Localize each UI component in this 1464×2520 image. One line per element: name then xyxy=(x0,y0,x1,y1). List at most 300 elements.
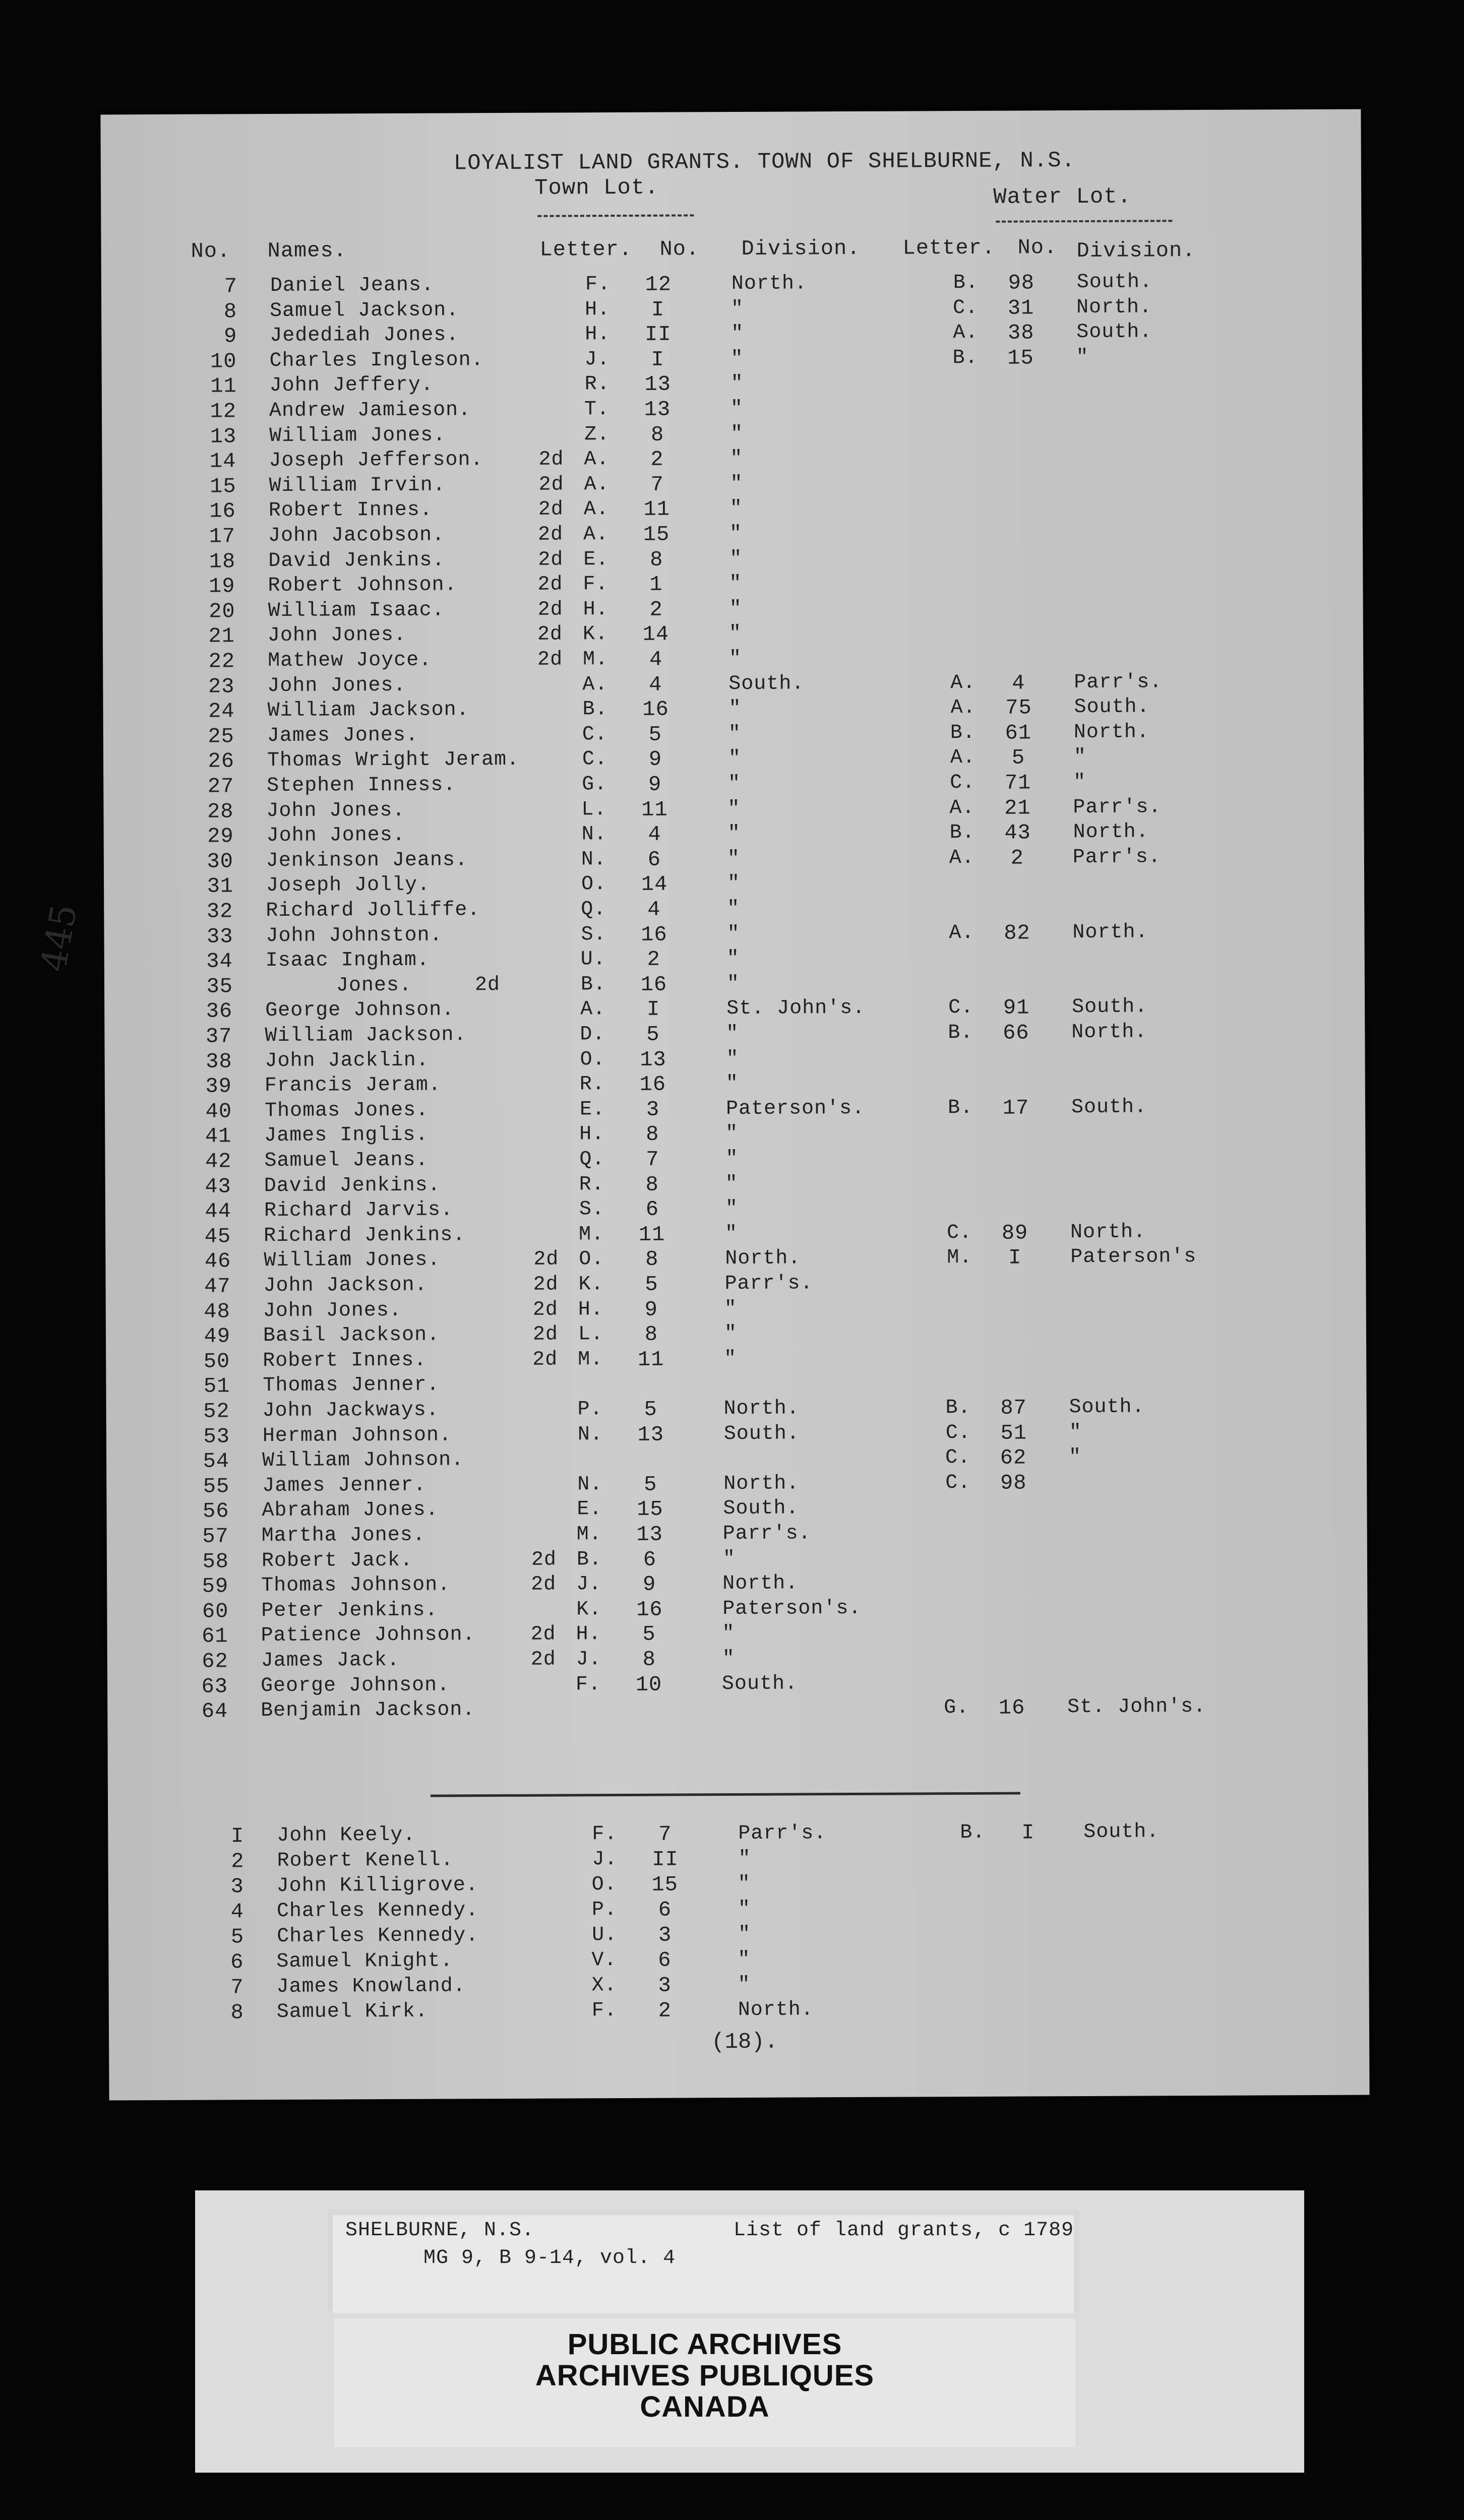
row-number: 58 xyxy=(202,1549,229,1574)
grantee-name: Stephen Inness. xyxy=(267,774,456,798)
column-header-division: Division. xyxy=(741,236,861,261)
row-number: 60 xyxy=(202,1599,229,1624)
water-lot-letter: A. xyxy=(950,697,976,720)
row-number: 39 xyxy=(205,1074,232,1099)
water-lot-letter: A. xyxy=(949,796,975,820)
water-lot-number: 82 xyxy=(1004,921,1030,946)
town-lot-division: " xyxy=(729,547,743,571)
town-lot-division: " xyxy=(728,698,742,721)
second-grant-tag: 2d xyxy=(537,648,563,671)
town-lot-division: " xyxy=(729,647,742,671)
town-lot-letter: H. xyxy=(585,298,611,321)
water-lot-division: South. xyxy=(1069,1396,1145,1419)
town-lot-division: " xyxy=(731,297,744,321)
row-number: 52 xyxy=(203,1399,230,1424)
town-lot-number: 2 xyxy=(647,947,660,972)
row-number: 62 xyxy=(202,1649,228,1674)
archive-name-fr: ARCHIVES PUBLIQUES xyxy=(535,2359,875,2392)
town-lot-division: " xyxy=(725,1172,738,1195)
row-number: 40 xyxy=(205,1099,232,1124)
town-lot-number: 5 xyxy=(646,1022,660,1047)
column-header-letter: Letter. xyxy=(539,237,633,262)
town-lot-letter: H. xyxy=(583,598,608,621)
second-grant-tag: 2d xyxy=(530,1623,556,1647)
town-lot-division: " xyxy=(738,1948,751,1971)
water-lot-letter: C. xyxy=(947,1221,972,1244)
water-lot-number: 21 xyxy=(1004,796,1031,821)
column-header-water-number: No. xyxy=(1017,235,1058,260)
town-lot-letter: J. xyxy=(584,348,610,371)
grantee-name: James Inglis. xyxy=(264,1124,429,1148)
town-lot-division: " xyxy=(726,948,740,971)
water-lot-letter: C. xyxy=(953,296,979,320)
grantee-name: Robert Innes. xyxy=(268,498,433,523)
grantee-name: John Killigrove. xyxy=(276,1874,478,1898)
grantee-name: James Knowland. xyxy=(276,1975,466,1998)
town-lot-letter: R. xyxy=(579,1073,605,1096)
document-title: LOYALIST LAND GRANTS. TOWN OF SHELBURNE, N.S. xyxy=(453,148,1076,176)
town-lot-division: " xyxy=(738,1898,751,1921)
second-grant-tag: 2d xyxy=(530,1648,556,1671)
town-lot-division: Paterson's. xyxy=(722,1597,862,1620)
grantee-name: John Jones. xyxy=(267,624,407,648)
row-number: 14 xyxy=(209,449,236,474)
town-lot-letter: A. xyxy=(583,498,609,521)
second-grant-tag: 2d xyxy=(532,1298,558,1321)
grantee-name: George Johnson. xyxy=(265,998,455,1023)
town-lot-division: St. John's. xyxy=(726,997,866,1021)
town-lot-number: 14 xyxy=(642,622,669,647)
row-number: 57 xyxy=(202,1524,229,1549)
grantee-name: William Jones. xyxy=(264,1248,441,1273)
grantee-name: John Keely. xyxy=(277,1823,416,1847)
water-lot-letter: A. xyxy=(953,322,979,345)
town-lot-letter: J. xyxy=(592,1848,618,1871)
water-lot-division: South. xyxy=(1074,696,1150,719)
water-lot-number: 4 xyxy=(1012,671,1025,696)
town-lot-number: 13 xyxy=(637,1422,664,1447)
water-lot-letter: B. xyxy=(949,822,975,845)
row-number: 6 xyxy=(230,1950,244,1975)
town-lot-letter: F. xyxy=(575,1673,601,1696)
town-lot-letter: A. xyxy=(584,473,609,496)
town-lot-division: " xyxy=(738,1973,751,1996)
water-lot-number: 62 xyxy=(1000,1445,1027,1470)
town-lot-letter: U. xyxy=(592,1924,618,1947)
row-number: 30 xyxy=(207,849,233,874)
section-divider xyxy=(431,1792,1020,1797)
grantee-name: Samuel Knight. xyxy=(276,1949,453,1973)
row-number: 25 xyxy=(208,724,234,749)
grantee-name: Martha Jones. xyxy=(261,1524,425,1548)
grantee-name: Richard Jolliffe. xyxy=(266,899,480,923)
grantee-name: John Jones. xyxy=(267,674,406,698)
row-number: 63 xyxy=(201,1674,228,1699)
town-lot-number: I xyxy=(646,997,660,1022)
town-lot-number: 8 xyxy=(650,422,664,447)
town-lot-number: 8 xyxy=(646,1122,659,1147)
second-grant-tag: 2d xyxy=(538,448,564,471)
label-reference: MG 9, B 9-14, vol. 4 xyxy=(423,2247,676,2270)
town-lot-letter: K. xyxy=(582,623,608,646)
grantee-name: Daniel Jeans. xyxy=(270,274,435,298)
town-lot-number: 2 xyxy=(650,447,664,472)
water-lot-number: 89 xyxy=(1001,1221,1028,1245)
row-number: 37 xyxy=(205,1024,232,1049)
town-lot-division: " xyxy=(725,1222,738,1245)
town-lot-number: 6 xyxy=(643,1547,657,1572)
row-number: 46 xyxy=(204,1249,231,1274)
town-lot-letter: P. xyxy=(591,1899,618,1922)
town-lot-letter: E. xyxy=(577,1498,602,1521)
town-lot-letter: H. xyxy=(579,1123,605,1146)
grantee-name: Andrew Jamieson. xyxy=(269,399,471,423)
row-number: 12 xyxy=(210,399,237,424)
town-lot-number: 15 xyxy=(637,1497,663,1522)
town-lot-letter: R. xyxy=(584,373,610,396)
second-grant-tag: 2d xyxy=(533,1273,559,1296)
town-lot-number: 5 xyxy=(642,1622,656,1647)
town-lot-division: " xyxy=(727,823,741,846)
town-lot-letter: N. xyxy=(577,1423,603,1446)
water-lot-division: " xyxy=(1073,746,1087,769)
town-lot-number: 11 xyxy=(638,1222,665,1247)
row-number: 16 xyxy=(209,499,236,524)
row-number: 33 xyxy=(207,924,233,949)
row-number: 48 xyxy=(204,1299,230,1324)
town-lot-number: 15 xyxy=(643,522,670,547)
water-lot-division: Parr's. xyxy=(1072,846,1161,869)
water-lot-division: " xyxy=(1076,346,1089,369)
town-lot-number: 4 xyxy=(649,647,663,672)
grantee-name: David Jenkins. xyxy=(264,1174,441,1198)
water-lot-number: 98 xyxy=(1008,271,1035,295)
water-lot-letter: B. xyxy=(952,346,978,369)
grantee-name: Basil Jackson. xyxy=(263,1324,440,1348)
town-lot-division: " xyxy=(730,347,744,370)
town-lot-division: Paterson's. xyxy=(725,1097,865,1120)
grantee-name: John Jeffery. xyxy=(269,373,434,398)
grantee-name: Samuel Kirk. xyxy=(276,2000,428,2024)
town-lot-number: 5 xyxy=(644,1472,657,1497)
second-grant-tag: 2d xyxy=(474,973,501,997)
town-lot-division: North. xyxy=(725,1247,801,1271)
water-lot-letter: B. xyxy=(948,1021,973,1045)
town-lot-division: " xyxy=(729,497,743,521)
town-lot-letter: F. xyxy=(583,573,608,596)
town-lot-number: 9 xyxy=(648,772,662,797)
town-lot-letter: J. xyxy=(576,1648,601,1671)
town-lot-division: " xyxy=(724,1347,737,1370)
row-number: 43 xyxy=(205,1174,231,1199)
grantee-name: David Jenkins. xyxy=(268,549,445,573)
town-lot-number: 16 xyxy=(641,922,667,947)
label-description: List of land grants, c 1789 xyxy=(734,2219,1074,2242)
water-lot-number: 15 xyxy=(1007,346,1034,370)
town-lot-letter: H. xyxy=(576,1623,601,1646)
town-lot-number: 6 xyxy=(647,847,661,872)
town-lot-letter: A. xyxy=(580,998,606,1021)
row-number: 54 xyxy=(203,1449,230,1474)
grantee-name: Robert Kenell. xyxy=(277,1849,454,1872)
grantee-name: Jones. xyxy=(336,974,412,997)
town-lot-number: 3 xyxy=(646,1097,660,1122)
water-lot-division: North. xyxy=(1076,295,1152,319)
town-lot-number: 13 xyxy=(640,1047,666,1072)
water-lot-division: Paterson's xyxy=(1070,1245,1197,1269)
grantee-name: Joseph Jolly. xyxy=(266,874,431,898)
row-number: 4 xyxy=(230,1900,245,1924)
grantee-name: John Johnston. xyxy=(266,924,443,948)
town-lot-letter: H. xyxy=(585,323,611,346)
row-number: 7 xyxy=(230,1975,244,2000)
row-number: 56 xyxy=(202,1499,229,1524)
grantee-name: William Irvin. xyxy=(269,474,446,497)
water-lot-letter: C. xyxy=(950,771,975,795)
row-number: 49 xyxy=(204,1324,231,1349)
town-lot-number: 3 xyxy=(658,1973,672,1998)
town-lot-letter: H. xyxy=(578,1298,603,1321)
water-lot-letter: C. xyxy=(945,1421,971,1444)
town-lot-letter: V. xyxy=(591,1949,617,1972)
row-number: 47 xyxy=(204,1274,231,1299)
water-lot-number: 31 xyxy=(1007,295,1034,321)
town-lot-letter: Q. xyxy=(579,1148,605,1171)
water-lot-letter: C. xyxy=(945,1446,971,1470)
town-lot-number: 14 xyxy=(641,872,668,897)
town-lot-letter: B. xyxy=(576,1548,602,1571)
town-lot-letter: F. xyxy=(592,1823,618,1846)
town-lot-number: I xyxy=(651,297,665,322)
row-number: 55 xyxy=(203,1474,230,1499)
grantee-name: Robert Jack. xyxy=(261,1549,413,1572)
row-number: 18 xyxy=(209,549,236,574)
water-lot-number: I xyxy=(1021,1820,1035,1845)
second-grant-tag: 2d xyxy=(531,1548,557,1571)
town-lot-letter: N. xyxy=(577,1473,603,1496)
town-lot-number: 7 xyxy=(658,1822,672,1847)
water-lot-division: " xyxy=(1068,1446,1082,1469)
town-lot-number: I xyxy=(651,347,664,372)
grantee-name: Benjamin Jackson. xyxy=(261,1698,475,1723)
grantee-name: Thomas Jones. xyxy=(264,1099,429,1122)
town-lot-division: " xyxy=(729,573,742,596)
water-lot-number: 5 xyxy=(1011,745,1025,770)
row-number: 7 xyxy=(224,274,238,299)
grantee-name: Samuel Jackson. xyxy=(270,298,459,323)
row-number: 32 xyxy=(206,899,233,924)
town-lot-division: " xyxy=(726,1022,739,1046)
second-grant-tag: 2d xyxy=(531,1573,557,1596)
page-number: (18). xyxy=(711,2029,778,2055)
row-number: 20 xyxy=(209,599,235,624)
row-number: 19 xyxy=(208,574,235,599)
town-lot-division: Parr's. xyxy=(724,1272,813,1296)
second-grant-tag: 2d xyxy=(533,1248,559,1272)
water-lot-division: North. xyxy=(1070,1221,1146,1244)
town-lot-division: North. xyxy=(723,1397,800,1421)
grantee-name: Peter Jenkins. xyxy=(261,1599,438,1622)
grantee-name: William Jackson. xyxy=(267,699,469,723)
row-number: 59 xyxy=(202,1574,229,1599)
column-header-number: No. xyxy=(659,237,700,262)
grantee-name: Robert Innes. xyxy=(263,1349,427,1372)
second-grant-tag: 2d xyxy=(537,573,563,596)
town-lot-letter: M. xyxy=(579,1223,604,1246)
water-lot-letter: A. xyxy=(949,846,974,869)
town-lot-letter: M. xyxy=(576,1523,602,1546)
town-lot-letter: T. xyxy=(584,398,610,421)
town-lot-number: 11 xyxy=(637,1347,664,1372)
town-lot-letter: G. xyxy=(582,773,607,796)
town-lot-division: " xyxy=(726,1047,739,1070)
water-lot-number: 17 xyxy=(1002,1096,1029,1120)
water-lot-number: 98 xyxy=(1000,1471,1027,1495)
row-number: 31 xyxy=(207,874,234,899)
town-lot-letter: C. xyxy=(582,723,607,746)
town-lot-letter: L. xyxy=(581,798,607,821)
town-lot-letter: F. xyxy=(591,1999,617,2023)
town-lot-division: " xyxy=(738,1847,751,1870)
second-grant-tag: 2d xyxy=(532,1348,558,1371)
town-lot-division: South. xyxy=(723,1422,800,1445)
town-lot-number: 6 xyxy=(658,1898,672,1922)
town-lot-division: " xyxy=(738,1872,751,1896)
table-row xyxy=(107,1694,1368,1725)
town-lot-letter: S. xyxy=(581,923,606,946)
table-row xyxy=(109,1996,1369,2027)
town-lot-division: " xyxy=(731,323,744,346)
town-lot-division: " xyxy=(730,472,743,495)
town-lot-letter: O. xyxy=(591,1873,617,1897)
town-lot-number: 13 xyxy=(636,1522,663,1547)
water-lot-division: " xyxy=(1069,1421,1082,1444)
town-lot-division: " xyxy=(727,922,740,946)
water-lot-number: 75 xyxy=(1005,696,1032,720)
grantee-name: William Johnson. xyxy=(262,1448,464,1473)
town-lot-number: II xyxy=(652,1847,679,1872)
town-lot-number: 10 xyxy=(635,1672,662,1697)
town-lot-division: Parr's. xyxy=(738,1822,827,1845)
town-lot-number: 16 xyxy=(639,1072,666,1097)
row-number: 8 xyxy=(223,299,237,324)
grantee-name: Richard Jenkins. xyxy=(264,1224,466,1247)
town-lot-number: 5 xyxy=(645,1272,658,1297)
water-lot-letter: B. xyxy=(950,721,975,744)
water-lot-underline xyxy=(996,220,1172,223)
town-lot-number: 1 xyxy=(649,572,663,597)
town-lot-number: 5 xyxy=(644,1397,657,1422)
grantee-name: James Jones. xyxy=(267,724,418,747)
town-lot-number: 6 xyxy=(658,1948,672,1973)
town-lot-division: " xyxy=(728,747,742,771)
water-lot-division: Parr's. xyxy=(1074,670,1163,694)
row-number: 35 xyxy=(206,974,233,999)
town-lot-number: 4 xyxy=(648,822,661,847)
town-lot-number: 9 xyxy=(644,1297,658,1322)
town-lot-letter: A. xyxy=(582,673,608,696)
row-number: 38 xyxy=(206,1049,232,1074)
archive-name-en: PUBLIC ARCHIVES xyxy=(567,2328,842,2361)
row-number: 53 xyxy=(203,1424,230,1449)
town-lot-number: 11 xyxy=(641,797,668,822)
second-grant-tag: 2d xyxy=(538,473,564,496)
town-lot-letter: F. xyxy=(585,273,611,296)
grantee-name: John Jones. xyxy=(263,1299,402,1322)
row-number: 27 xyxy=(207,774,234,799)
grantee-name: John Jones. xyxy=(266,799,405,823)
town-lot-letter: O. xyxy=(581,873,607,896)
water-lot-division: South. xyxy=(1072,995,1148,1019)
water-lot-division: North. xyxy=(1073,721,1149,744)
water-lot-letter: M. xyxy=(947,1246,972,1270)
water-lot-division: South. xyxy=(1076,271,1153,294)
town-lot-number: 7 xyxy=(646,1147,659,1172)
water-lot-heading: Water Lot. xyxy=(993,184,1132,210)
row-number: 2 xyxy=(231,1849,245,1874)
grantee-name: John Jacobson. xyxy=(268,524,445,548)
row-number: 23 xyxy=(208,674,235,699)
label-place: SHELBURNE, N.S. xyxy=(345,2219,535,2242)
town-lot-division: " xyxy=(725,1073,739,1096)
grantee-name: John Jones. xyxy=(266,824,405,848)
row-number: 50 xyxy=(203,1349,230,1374)
town-lot-letter: C. xyxy=(582,748,608,771)
grantee-name: John Jacklin. xyxy=(265,1049,429,1073)
margin-handwritten-note: 445 xyxy=(32,901,85,975)
second-grant-tag: 2d xyxy=(538,498,564,522)
town-lot-division: South. xyxy=(723,1497,799,1521)
town-lot-number: 2 xyxy=(649,597,663,622)
water-lot-division: " xyxy=(1073,771,1086,794)
archive-country: CANADA xyxy=(640,2390,770,2423)
town-lot-letter: K. xyxy=(576,1598,602,1621)
water-lot-letter: A. xyxy=(950,746,976,770)
row-number: 29 xyxy=(207,824,234,849)
column-header-no: No. xyxy=(191,239,231,264)
town-lot-letter: M. xyxy=(583,648,608,671)
town-lot-number: 2 xyxy=(658,1998,672,2023)
document-page xyxy=(100,109,1369,2101)
town-lot-division: " xyxy=(727,797,741,821)
row-number: 61 xyxy=(202,1624,228,1649)
town-lot-division: " xyxy=(725,1147,739,1171)
row-number: 17 xyxy=(209,524,236,549)
row-number: 10 xyxy=(210,349,237,374)
row-number: 64 xyxy=(201,1699,228,1724)
water-lot-division: North. xyxy=(1072,921,1148,944)
town-lot-number: 13 xyxy=(644,397,671,422)
grantee-name: Charles Kennedy. xyxy=(276,1899,479,1923)
town-lot-letter: J. xyxy=(576,1573,602,1596)
town-lot-division: " xyxy=(727,847,740,870)
town-lot-number: 13 xyxy=(644,372,672,397)
grantee-name: Abraham Jones. xyxy=(262,1498,439,1523)
town-lot-number: 9 xyxy=(642,1572,656,1597)
town-lot-letter: B. xyxy=(582,698,608,721)
water-lot-number: 91 xyxy=(1003,995,1030,1021)
town-lot-number: 7 xyxy=(650,472,664,497)
town-lot-division: " xyxy=(722,1648,735,1671)
town-lot-letter: A. xyxy=(583,523,609,546)
town-lot-number: 8 xyxy=(644,1322,658,1347)
second-grant-tag: 2d xyxy=(538,548,564,572)
town-lot-underline xyxy=(537,214,694,217)
water-lot-letter: B. xyxy=(960,1821,986,1845)
row-number: I xyxy=(230,1824,245,1849)
row-number: 8 xyxy=(230,2000,244,2025)
grantee-name: Joseph Jefferson. xyxy=(269,449,483,473)
